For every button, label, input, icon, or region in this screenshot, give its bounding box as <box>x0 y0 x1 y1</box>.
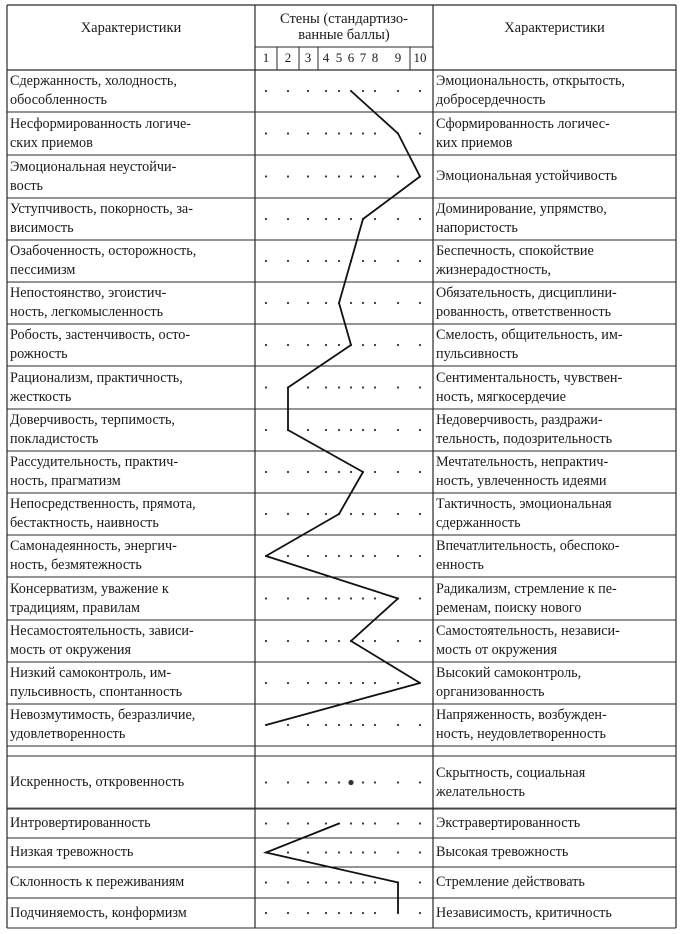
scale-dot <box>374 597 376 599</box>
scale-dot <box>397 302 399 304</box>
scale-dot <box>325 132 327 134</box>
scale-dot <box>307 260 309 262</box>
scale-dot <box>325 218 327 220</box>
scale-dot <box>307 912 309 914</box>
right-characteristic: Доминирование, упрямство, <box>436 201 607 217</box>
scale-dot <box>362 386 364 388</box>
scale-header-line1: Стены (стандартизо- <box>279 11 409 27</box>
left-characteristic: Несформированность логиче- <box>10 115 191 132</box>
scale-dot <box>287 218 289 220</box>
scale-dot <box>362 132 364 134</box>
scale-dot <box>350 724 352 726</box>
right-characteristic: рованность, ответственность <box>436 304 612 320</box>
scale-dot <box>419 218 421 220</box>
scale-number: 4 <box>322 50 330 65</box>
scale-dot <box>307 90 309 92</box>
right-characteristic: енность <box>436 557 484 573</box>
scale-dot <box>362 429 364 431</box>
right-characteristic: ременам, поиску нового <box>436 599 582 616</box>
scale-dot <box>419 90 421 92</box>
scale-dot <box>338 881 340 883</box>
scale-dot <box>338 912 340 914</box>
scale-dot <box>419 881 421 883</box>
scale-dot <box>307 640 309 642</box>
right-characteristic: Смелость, общительность, им- <box>436 327 623 343</box>
scale-dot <box>362 822 364 824</box>
scale-dot <box>397 260 399 262</box>
left-characteristic: Эмоциональная неустойчи- <box>10 158 177 175</box>
scale-dot <box>362 175 364 177</box>
scale-dot <box>307 724 309 726</box>
scale-dot <box>325 344 327 346</box>
secondary-profile-line <box>266 824 398 914</box>
scale-dot <box>307 597 309 599</box>
scale-dot <box>374 344 376 346</box>
right-characteristic: Беспечность, спокойствие <box>436 243 594 259</box>
scale-dot <box>287 471 289 473</box>
scale-dot <box>362 682 364 684</box>
scale-dot <box>419 781 421 783</box>
scale-dot <box>350 851 352 853</box>
scale-dot <box>362 344 364 346</box>
scale-dot <box>374 260 376 262</box>
scale-dot <box>338 344 340 346</box>
scale-dot <box>307 429 309 431</box>
right-characteristic: сдержанность <box>436 515 521 531</box>
right-characteristic: организованность <box>436 684 545 700</box>
left-characteristic: висимость <box>10 220 74 236</box>
scale-dot <box>350 881 352 883</box>
right-characteristic: Недоверчивость, раздражи- <box>436 412 603 428</box>
scale-dot <box>419 260 421 262</box>
scale-dot <box>325 302 327 304</box>
scale-dot <box>350 822 352 824</box>
scale-dot <box>307 386 309 388</box>
right-characteristic: Высокая тревожность <box>436 844 569 860</box>
left-characteristic: Интровертированность <box>10 815 151 831</box>
scale-dot <box>419 471 421 473</box>
left-characteristic: Сдержанность, холодность, <box>10 73 177 89</box>
scale-dot <box>397 555 399 557</box>
scale-dot <box>419 132 421 134</box>
right-column-header: Характеристики <box>504 20 605 36</box>
scale-dot <box>362 513 364 515</box>
right-characteristic: Сентиментальность, чувствен- <box>436 369 623 386</box>
scale-dot <box>374 822 376 824</box>
scale-dot <box>397 344 399 346</box>
scale-dot <box>265 218 267 220</box>
profile-line <box>266 91 420 725</box>
scale-dot <box>265 260 267 262</box>
scale-dot <box>374 640 376 642</box>
scale-dot <box>374 302 376 304</box>
right-characteristic: пульсивность <box>436 346 519 362</box>
scale-dot <box>265 682 267 684</box>
right-characteristic: Сформированность логичес- <box>436 115 610 132</box>
scale-dot <box>419 386 421 388</box>
scale-dot <box>419 302 421 304</box>
scale-dot <box>350 513 352 515</box>
right-characteristic: доброcердечность <box>436 92 546 108</box>
scale-dot <box>419 724 421 726</box>
left-characteristic: Подчиняемость, конформизм <box>10 904 187 921</box>
scale-dot <box>362 851 364 853</box>
scale-dot <box>374 781 376 783</box>
left-characteristic: Непосредственность, прямота, <box>10 496 196 512</box>
scale-dot <box>362 555 364 557</box>
scale-dot <box>397 471 399 473</box>
scale-dot <box>419 597 421 599</box>
scale-dot <box>287 132 289 134</box>
scale-dot <box>419 344 421 346</box>
scale-dot <box>287 781 289 783</box>
scale-dot <box>287 90 289 92</box>
scale-dot <box>350 429 352 431</box>
scale-dot <box>338 724 340 726</box>
left-characteristic: удовлетворенность <box>10 726 126 742</box>
left-characteristic: Самонадеянность, энергич- <box>10 538 177 554</box>
scale-dot <box>397 851 399 853</box>
scale-dot <box>325 781 327 783</box>
scale-dot <box>419 640 421 642</box>
right-characteristic: Высокий самоконтроль, <box>436 665 582 681</box>
scale-dot <box>338 175 340 177</box>
scale-dot <box>287 555 289 557</box>
right-characteristic: ность, неудовлетворенность <box>436 726 606 742</box>
scale-dot <box>338 597 340 599</box>
scale-dot <box>307 132 309 134</box>
scale-dot <box>338 218 340 220</box>
scale-dot <box>307 822 309 824</box>
right-characteristic: напористость <box>436 220 518 236</box>
scale-dot <box>338 640 340 642</box>
left-characteristic: Уступчивость, покорность, за- <box>10 201 193 217</box>
left-characteristic: вость <box>10 177 44 194</box>
scale-dot <box>287 597 289 599</box>
scale-dot <box>362 260 364 262</box>
left-characteristic: покладистость <box>10 431 99 447</box>
right-characteristic: Самостоятельность, независи- <box>436 623 620 639</box>
right-characteristic: мость от окружения <box>436 642 558 658</box>
scale-dot <box>325 175 327 177</box>
scale-dot <box>265 822 267 824</box>
scale-dot <box>338 682 340 684</box>
scale-dot <box>419 822 421 824</box>
profile-point <box>348 780 353 785</box>
left-characteristic: Искренность, откровенность <box>10 774 185 790</box>
scale-dot <box>397 90 399 92</box>
scale-dot <box>265 175 267 177</box>
scale-dot <box>325 471 327 473</box>
scale-dot <box>374 881 376 883</box>
scale-dot <box>338 851 340 853</box>
scale-dot <box>350 132 352 134</box>
left-characteristic: жесткость <box>10 388 72 405</box>
scale-dot <box>287 175 289 177</box>
scale-dot <box>419 513 421 515</box>
right-characteristic: Впечатлительность, обеспоко- <box>436 538 620 554</box>
scale-dot <box>265 386 267 388</box>
scale-dot <box>325 555 327 557</box>
left-characteristic: мость от окружения <box>10 642 132 658</box>
scale-dot <box>350 597 352 599</box>
left-characteristic: традициям, правилам <box>10 599 140 616</box>
scale-dot <box>350 175 352 177</box>
left-characteristic: ность, легкомысленность <box>10 304 164 320</box>
right-characteristic: Радикализм, стремление к пе- <box>436 580 617 597</box>
scale-number: 1 <box>262 50 270 65</box>
scale-dot <box>374 175 376 177</box>
scale-dot <box>419 912 421 914</box>
scale-dot <box>397 640 399 642</box>
scale-dot <box>325 260 327 262</box>
scale-dot <box>265 471 267 473</box>
right-characteristic: Скрытность, социальная <box>436 764 586 781</box>
scale-dot <box>374 132 376 134</box>
right-characteristic: ких приемов <box>436 134 513 151</box>
scale-dot <box>374 682 376 684</box>
scale-dot <box>325 597 327 599</box>
scale-dot <box>397 429 399 431</box>
scale-dot <box>397 218 399 220</box>
scale-dot <box>350 555 352 557</box>
scale-dot <box>338 471 340 473</box>
scale-dot <box>307 175 309 177</box>
scale-number: 5 <box>335 50 343 65</box>
right-characteristic: Обязательность, дисциплини- <box>436 285 617 301</box>
scale-dot <box>265 881 267 883</box>
left-characteristic: ность, прагматизм <box>10 473 121 489</box>
scale-dot <box>307 344 309 346</box>
scale-dot <box>265 132 267 134</box>
scale-dot <box>362 881 364 883</box>
left-characteristic: Низкий самоконтроль, им- <box>10 665 172 681</box>
scale-dot <box>307 302 309 304</box>
scale-dot <box>419 429 421 431</box>
scale-dot <box>265 429 267 431</box>
scale-dot <box>362 597 364 599</box>
scale-dot <box>397 822 399 824</box>
scale-dot <box>307 471 309 473</box>
right-characteristic: Напряженность, возбужден- <box>436 707 607 723</box>
left-characteristic: ность, безмятежность <box>10 557 142 573</box>
left-column-header: Характеристики <box>80 20 182 36</box>
scale-dot <box>325 851 327 853</box>
scale-dot <box>362 640 364 642</box>
scale-dot <box>397 513 399 515</box>
scale-dot <box>265 90 267 92</box>
scale-dot <box>397 682 399 684</box>
right-characteristic: тельность, подозрительность <box>436 431 613 447</box>
scale-number: 2 <box>284 50 292 65</box>
right-characteristic: жизнерадостность, <box>436 262 551 278</box>
scale-dot <box>325 429 327 431</box>
scale-dot <box>325 912 327 914</box>
scale-number: 10 <box>413 50 427 65</box>
scale-dot <box>338 90 340 92</box>
left-characteristic: рожность <box>10 346 68 362</box>
scale-dot <box>287 724 289 726</box>
scale-dot <box>307 851 309 853</box>
scale-dot <box>338 260 340 262</box>
right-characteristic: Эмоциональность, открытость, <box>436 73 625 89</box>
scale-dot <box>374 851 376 853</box>
scale-dot <box>362 724 364 726</box>
right-characteristic: Стремление действовать <box>436 874 585 890</box>
left-characteristic: Склонность к переживаниям <box>10 874 185 890</box>
right-characteristic: ность, увлеченность идеями <box>436 473 607 489</box>
scale-dot <box>350 682 352 684</box>
scale-dot <box>374 218 376 220</box>
scale-dot <box>350 912 352 914</box>
scale-dot <box>374 90 376 92</box>
scale-dot <box>374 555 376 557</box>
scale-dot <box>287 682 289 684</box>
left-characteristic: Невозмутимость, безразличие, <box>10 707 196 723</box>
scale-dot <box>397 724 399 726</box>
scale-dot <box>325 640 327 642</box>
scale-dot <box>374 912 376 914</box>
scale-number: 6 <box>347 50 355 65</box>
left-characteristic: Доверчивость, терпимость, <box>10 412 175 428</box>
scale-dot <box>287 881 289 883</box>
right-characteristic: Мечтательность, непрактич- <box>436 454 609 470</box>
scale-dot <box>287 513 289 515</box>
scale-dot <box>397 175 399 177</box>
scale-dot <box>338 429 340 431</box>
scale-dot <box>397 386 399 388</box>
scale-dot <box>307 881 309 883</box>
scale-dot <box>325 386 327 388</box>
left-characteristic: обособленность <box>10 92 107 108</box>
scale-dot <box>362 912 364 914</box>
scale-dot <box>338 132 340 134</box>
scale-dot <box>325 682 327 684</box>
scale-dot <box>307 218 309 220</box>
scale-dot <box>362 781 364 783</box>
left-characteristic: Рационализм, практичность, <box>10 369 183 386</box>
scale-dot <box>325 822 327 824</box>
scale-dot <box>265 912 267 914</box>
scale-number: 9 <box>394 50 402 65</box>
scale-number: 8 <box>371 50 379 65</box>
right-characteristic: Эмоциональная устойчивость <box>436 168 618 184</box>
scale-dot <box>265 344 267 346</box>
left-characteristic: ских приемов <box>10 134 93 151</box>
scale-dot <box>287 260 289 262</box>
right-characteristic: ность, мягкосердечие <box>436 388 566 405</box>
scale-dot <box>350 471 352 473</box>
scale-dot <box>287 344 289 346</box>
scale-dot <box>374 386 376 388</box>
scale-dot <box>374 513 376 515</box>
scale-dot <box>287 822 289 824</box>
scale-dot <box>287 302 289 304</box>
scale-dot <box>374 429 376 431</box>
scale-dot <box>287 851 289 853</box>
scale-dot <box>350 386 352 388</box>
right-characteristic: Независимость, критичность <box>436 904 612 921</box>
left-characteristic: пессимизм <box>10 262 76 278</box>
scale-dot <box>338 781 340 783</box>
scale-number: 3 <box>304 50 312 65</box>
scale-dot <box>307 513 309 515</box>
left-characteristic: Непостоянство, эгоистич- <box>10 285 167 301</box>
scale-dot <box>374 471 376 473</box>
left-characteristic: бестактность, наивность <box>10 515 159 531</box>
scale-dot <box>307 781 309 783</box>
right-characteristic: Экстравертированность <box>436 815 581 831</box>
scale-dot <box>325 513 327 515</box>
scale-dot <box>419 555 421 557</box>
scale-dot <box>325 90 327 92</box>
scale-dot <box>265 597 267 599</box>
left-characteristic: Озабоченность, осторожность, <box>10 243 197 259</box>
scale-dot <box>419 851 421 853</box>
right-characteristic: Тактичность, эмоциональная <box>436 496 612 512</box>
scale-dot <box>265 302 267 304</box>
scale-dot <box>397 781 399 783</box>
scale-dot <box>265 513 267 515</box>
scale-dot <box>265 640 267 642</box>
left-characteristic: Консерватизм, уважение к <box>10 580 169 597</box>
scale-dot <box>265 781 267 783</box>
left-characteristic: Робость, застенчивость, осто- <box>10 327 191 343</box>
scale-number: 7 <box>359 50 367 65</box>
scale-dot <box>325 881 327 883</box>
scale-dot <box>362 90 364 92</box>
scale-dot <box>307 682 309 684</box>
scale-dot <box>287 640 289 642</box>
scale-dot <box>350 302 352 304</box>
scale-dot <box>338 555 340 557</box>
scale-dot <box>338 386 340 388</box>
left-characteristic: пульсивность, спонтанность <box>10 684 183 700</box>
left-characteristic: Несамостоятельность, зависи- <box>10 623 194 639</box>
scale-dot <box>307 555 309 557</box>
scale-header-line2: ванные баллы) <box>298 27 390 43</box>
scale-dot <box>325 724 327 726</box>
right-characteristic: желательность <box>436 783 525 800</box>
left-characteristic: Рассудительность, практич- <box>10 454 179 470</box>
scale-dot <box>287 912 289 914</box>
left-characteristic: Низкая тревожность <box>10 844 134 860</box>
scale-dot <box>374 724 376 726</box>
scale-dot <box>362 302 364 304</box>
scale-dot <box>350 218 352 220</box>
